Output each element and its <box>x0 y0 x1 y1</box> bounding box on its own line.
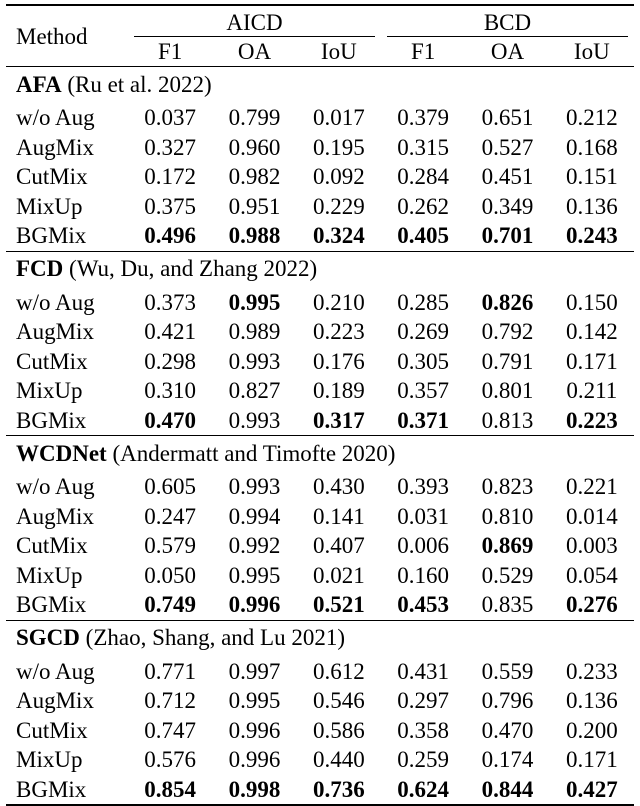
value-cell: 0.006 <box>397 533 450 559</box>
value-cell: 0.310 <box>144 378 197 404</box>
value-cell: 0.172 <box>144 164 197 190</box>
value-cell: 0.791 <box>481 348 534 374</box>
group-header-cell <box>6 67 634 102</box>
method-cell: CutMix <box>16 717 88 743</box>
value-cell: 0.527 <box>481 134 534 160</box>
method-cell: MixUp <box>16 378 83 404</box>
value-cell: 0.427 <box>550 775 634 806</box>
group-model-name: AFA <box>16 71 62 97</box>
value-cell: 0.054 <box>565 562 618 588</box>
value-cell: 0.017 <box>312 105 365 131</box>
value-cell: 0.996 <box>228 717 281 743</box>
group-citation: (Zhao, Shang, and Lu 2021) <box>85 625 345 650</box>
method-cell: AugMix <box>16 503 94 529</box>
value-cell: 0.037 <box>144 105 197 131</box>
value-cell: 0.373 <box>144 289 197 315</box>
value-cell: 0.799 <box>228 105 281 131</box>
value-cell: 0.995 <box>228 289 281 315</box>
value-cell: 0.736 <box>297 775 381 806</box>
method-cell: AugMix <box>16 688 94 714</box>
value-cell: 0.521 <box>312 592 365 618</box>
value-cell: 0.174 <box>481 747 534 773</box>
group-header-row <box>6 251 634 286</box>
value-cell: 0.269 <box>397 319 450 345</box>
dataset-rule <box>134 36 375 37</box>
dataset-label: BCD <box>483 9 532 35</box>
value-cell: 0.801 <box>481 378 534 404</box>
value-cell: 0.221 <box>565 474 618 500</box>
value-cell: 0.176 <box>312 348 365 374</box>
table-row <box>6 775 634 806</box>
value-cell: 0.247 <box>144 503 197 529</box>
value-cell: 0.233 <box>565 658 618 684</box>
value-cell: 0.792 <box>481 319 534 345</box>
value-cell: 0.470 <box>144 407 197 433</box>
value-cell: 0.810 <box>481 503 534 529</box>
value-cell: 0.371 <box>397 407 450 433</box>
metric-header-oa: OA <box>465 38 549 67</box>
group-header-row <box>6 67 634 102</box>
value-cell: 0.151 <box>565 164 618 190</box>
value-cell: 0.998 <box>212 775 296 806</box>
value-cell: 0.211 <box>566 378 618 404</box>
table-row <box>6 101 634 133</box>
value-cell: 0.992 <box>228 533 281 559</box>
table-body <box>6 67 634 806</box>
table-row <box>6 221 634 251</box>
value-cell: 0.747 <box>144 717 197 743</box>
method-cell: AugMix <box>16 319 94 345</box>
method-cell: BGMix <box>16 407 87 433</box>
method-cell: w/o Aug <box>16 658 95 684</box>
value-cell: 0.142 <box>565 319 618 345</box>
method-cell: w/o Aug <box>16 105 95 131</box>
value-cell: 0.995 <box>228 688 281 714</box>
table-header <box>6 5 634 67</box>
table-row <box>6 347 634 377</box>
group-model-name: FCD <box>16 256 64 281</box>
value-cell: 0.136 <box>565 193 618 219</box>
table-row <box>6 745 634 775</box>
value-cell: 0.379 <box>397 105 450 131</box>
value-cell: 0.262 <box>397 193 450 219</box>
results-table <box>6 4 634 806</box>
value-cell: 0.421 <box>144 319 197 345</box>
value-cell: 0.317 <box>312 407 365 433</box>
method-cell: CutMix <box>16 533 88 559</box>
value-cell: 0.440 <box>312 747 365 773</box>
group-header-cell <box>6 436 634 471</box>
group-citation: (Ru et al. 2022) <box>67 71 212 97</box>
value-cell: 0.813 <box>481 407 534 433</box>
value-cell: 0.997 <box>228 658 281 684</box>
table-row <box>6 531 634 561</box>
value-cell: 0.996 <box>228 747 281 773</box>
value-cell: 0.210 <box>312 289 365 315</box>
value-cell: 0.993 <box>228 474 281 500</box>
value-cell: 0.141 <box>312 503 365 529</box>
value-cell: 0.212 <box>565 105 618 131</box>
value-cell: 0.358 <box>397 717 450 743</box>
value-cell: 0.298 <box>144 348 197 374</box>
table-row <box>6 286 634 318</box>
group-header-row <box>6 620 634 655</box>
group-citation: (Andermatt and Timofte 2020) <box>112 440 396 466</box>
value-cell: 0.988 <box>228 223 281 249</box>
value-cell: 0.014 <box>565 503 618 529</box>
value-cell: 0.431 <box>397 658 450 684</box>
value-cell: 0.835 <box>481 592 534 618</box>
value-cell: 0.405 <box>397 223 450 249</box>
method-cell: CutMix <box>16 348 88 374</box>
table-row <box>6 317 634 347</box>
metric-header-f1: F1 <box>128 38 212 67</box>
group-model-name: SGCD <box>16 625 80 650</box>
value-cell: 0.844 <box>465 775 549 806</box>
group-model-name: WCDNet <box>16 440 107 466</box>
value-cell: 0.827 <box>228 378 281 404</box>
value-cell: 0.453 <box>397 592 450 618</box>
method-cell: BGMix <box>16 592 87 618</box>
value-cell: 0.430 <box>312 474 365 500</box>
value-cell: 0.050 <box>144 562 197 588</box>
table-row <box>6 133 634 163</box>
value-cell: 0.229 <box>312 193 365 219</box>
value-cell: 0.496 <box>144 223 197 249</box>
value-cell: 0.612 <box>312 658 365 684</box>
value-cell: 0.195 <box>312 134 365 160</box>
value-cell: 0.869 <box>481 533 534 559</box>
value-cell: 0.995 <box>228 562 281 588</box>
method-cell: BGMix <box>6 775 128 806</box>
value-cell: 0.297 <box>397 688 450 714</box>
table-row <box>6 686 634 716</box>
dataset-header-bcd <box>381 5 634 38</box>
value-cell: 0.200 <box>565 717 618 743</box>
value-cell: 0.315 <box>397 134 450 160</box>
table-row <box>6 470 634 502</box>
value-cell: 0.559 <box>481 658 534 684</box>
value-cell: 0.823 <box>481 474 534 500</box>
dataset-label: AICD <box>226 9 283 35</box>
value-cell: 0.989 <box>228 319 281 345</box>
value-cell: 0.357 <box>397 378 450 404</box>
value-cell: 0.749 <box>144 592 197 618</box>
value-cell: 0.982 <box>228 164 281 190</box>
value-cell: 0.771 <box>144 658 197 684</box>
method-column-header: Method <box>6 5 128 67</box>
method-cell: w/o Aug <box>16 289 95 315</box>
group-header-row <box>6 436 634 471</box>
value-cell: 0.189 <box>312 378 365 404</box>
metric-header-f1: F1 <box>381 38 465 67</box>
value-cell: 0.854 <box>128 775 212 806</box>
value-cell: 0.324 <box>312 223 365 249</box>
value-cell: 0.451 <box>481 164 534 190</box>
value-cell: 0.993 <box>228 348 281 374</box>
value-cell: 0.003 <box>565 533 618 559</box>
value-cell: 0.276 <box>565 592 618 618</box>
value-cell: 0.624 <box>381 775 465 806</box>
value-cell: 0.407 <box>312 533 365 559</box>
value-cell: 0.349 <box>481 193 534 219</box>
value-cell: 0.701 <box>481 223 534 249</box>
method-cell: MixUp <box>16 193 83 219</box>
value-cell: 0.168 <box>565 134 618 160</box>
value-cell: 0.092 <box>312 164 365 190</box>
value-cell: 0.470 <box>481 717 534 743</box>
value-cell: 0.994 <box>228 503 281 529</box>
value-cell: 0.327 <box>144 134 197 160</box>
value-cell: 0.651 <box>481 105 534 131</box>
value-cell: 0.951 <box>228 193 281 219</box>
value-cell: 0.546 <box>312 688 365 714</box>
value-cell: 0.393 <box>397 474 450 500</box>
value-cell: 0.576 <box>144 747 197 773</box>
table-row <box>6 655 634 687</box>
method-cell: MixUp <box>16 747 83 773</box>
table-row <box>6 561 634 591</box>
metric-header-iou: IoU <box>550 38 634 67</box>
method-cell: w/o Aug <box>16 474 95 500</box>
value-cell: 0.171 <box>565 348 618 374</box>
value-cell: 0.160 <box>397 562 450 588</box>
value-cell: 0.605 <box>144 474 197 500</box>
dataset-header-aicd <box>128 5 381 38</box>
group-header-cell <box>6 620 634 655</box>
metric-header-oa: OA <box>212 38 296 67</box>
value-cell: 0.579 <box>144 533 197 559</box>
method-cell: BGMix <box>16 223 87 249</box>
dataset-rule <box>387 36 628 37</box>
value-cell: 0.021 <box>312 562 365 588</box>
value-cell: 0.136 <box>565 688 618 714</box>
value-cell: 0.031 <box>397 503 450 529</box>
value-cell: 0.960 <box>228 134 281 160</box>
method-cell: CutMix <box>16 164 88 190</box>
method-cell: MixUp <box>16 562 83 588</box>
value-cell: 0.712 <box>144 688 197 714</box>
table-row <box>6 376 634 406</box>
value-cell: 0.223 <box>565 407 618 433</box>
group-citation: (Wu, Du, and Zhang 2022) <box>69 256 318 281</box>
table-row <box>6 162 634 192</box>
value-cell: 0.285 <box>397 289 450 315</box>
table-row <box>6 502 634 532</box>
table-row <box>6 192 634 222</box>
value-cell: 0.243 <box>565 223 618 249</box>
group-header-cell <box>6 251 634 286</box>
value-cell: 0.171 <box>565 747 618 773</box>
table-row <box>6 590 634 620</box>
value-cell: 0.284 <box>397 164 450 190</box>
value-cell: 0.996 <box>228 592 281 618</box>
value-cell: 0.529 <box>481 562 534 588</box>
table-row <box>6 716 634 746</box>
method-cell: AugMix <box>16 134 94 160</box>
header-row-datasets <box>6 5 634 38</box>
value-cell: 0.796 <box>481 688 534 714</box>
value-cell: 0.586 <box>312 717 365 743</box>
value-cell: 0.305 <box>397 348 450 374</box>
value-cell: 0.993 <box>228 407 281 433</box>
value-cell: 0.223 <box>312 319 365 345</box>
metric-header-iou: IoU <box>297 38 381 67</box>
value-cell: 0.150 <box>565 289 618 315</box>
table-row <box>6 406 634 436</box>
value-cell: 0.375 <box>144 193 197 219</box>
value-cell: 0.826 <box>481 289 534 315</box>
value-cell: 0.259 <box>397 747 450 773</box>
